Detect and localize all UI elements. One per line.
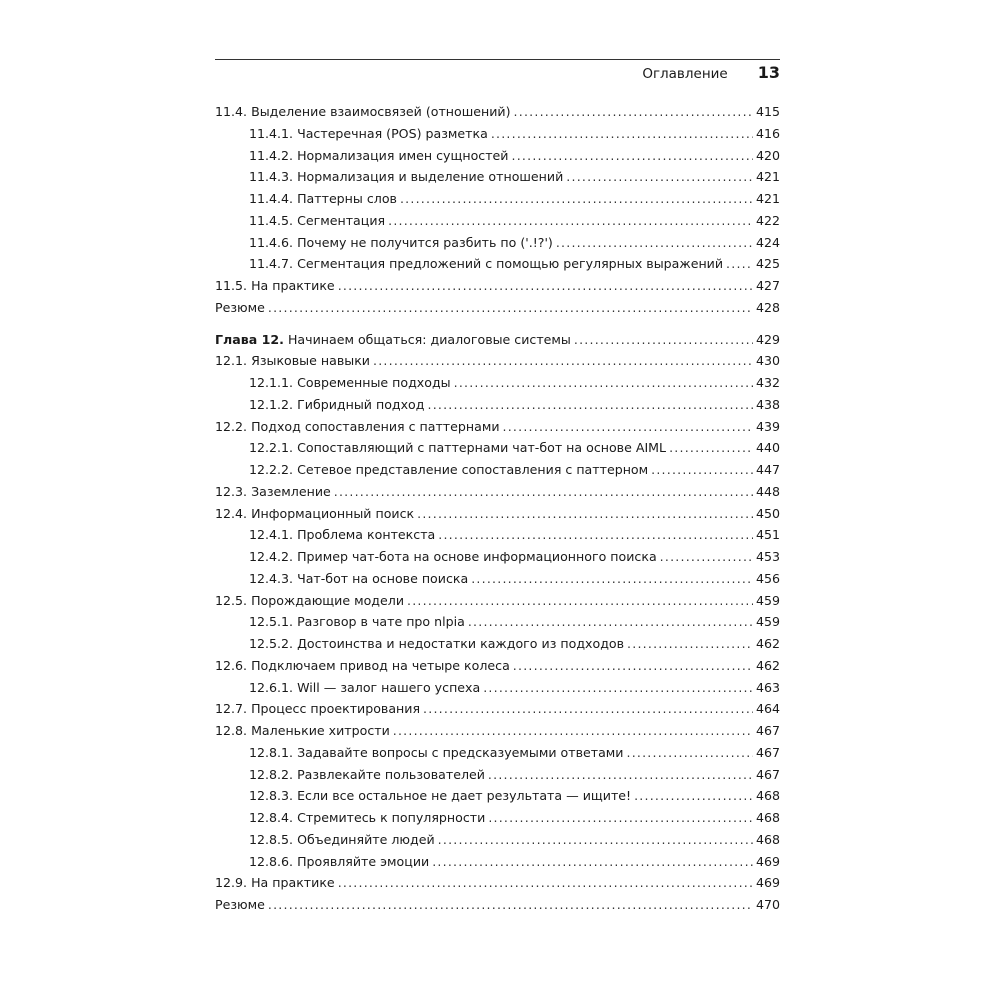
toc-entry[interactable] bbox=[215, 590, 780, 612]
toc-entry-number: 12.3. bbox=[215, 483, 248, 499]
toc-entry[interactable] bbox=[215, 459, 780, 481]
toc-entry[interactable] bbox=[215, 350, 780, 372]
dot-leader bbox=[503, 416, 753, 438]
toc-entry-title: Современные подходы bbox=[297, 375, 451, 390]
dot-leader bbox=[626, 742, 752, 764]
toc-entry-number: 11.4.7. bbox=[249, 256, 294, 272]
toc-entry-title: Проявляйте эмоции bbox=[297, 853, 430, 869]
toc-entry-label bbox=[215, 275, 335, 297]
toc-entry-number: 12.4.1. bbox=[249, 527, 294, 543]
toc-entry[interactable] bbox=[215, 633, 780, 655]
toc-entry[interactable] bbox=[215, 437, 780, 459]
dot-leader bbox=[669, 437, 753, 459]
toc-entry-number: 12.6. bbox=[215, 657, 248, 673]
toc-entry-number: 12.8.5. bbox=[249, 831, 294, 847]
toc-entry-label bbox=[249, 210, 385, 232]
toc-entry-title: Разговор в чате про nlpia bbox=[297, 614, 465, 630]
toc-entry[interactable] bbox=[215, 481, 780, 503]
toc-entry-label bbox=[249, 166, 563, 188]
dot-leader bbox=[268, 894, 753, 916]
toc-entry[interactable] bbox=[215, 253, 780, 275]
toc-entry-label bbox=[249, 633, 624, 655]
dot-leader bbox=[627, 633, 753, 655]
toc-entry[interactable] bbox=[215, 524, 780, 546]
toc-entry-page: 468 bbox=[755, 831, 780, 847]
toc-entry-title: Объединяйте людей bbox=[297, 831, 435, 847]
toc-entry-number: 12.9. bbox=[215, 875, 248, 891]
toc-entry-page: 432 bbox=[755, 375, 780, 390]
toc-chapter-entry[interactable] bbox=[215, 329, 780, 351]
toc-entry-label bbox=[215, 872, 335, 894]
toc-entry[interactable] bbox=[215, 145, 780, 167]
toc-entry-number: 12.5.2. bbox=[249, 636, 294, 651]
toc-entry-label bbox=[249, 568, 468, 590]
toc-entry-number: 12.8.6. bbox=[249, 853, 294, 869]
toc-entry[interactable] bbox=[215, 720, 780, 742]
toc-entry-number: 12.2.1. bbox=[249, 440, 294, 456]
toc-entry-number: 11.4.3. bbox=[249, 169, 294, 185]
toc-entry-page: 462 bbox=[755, 657, 780, 673]
dot-leader bbox=[423, 698, 753, 720]
toc-entry-title: Сопоставляющий с паттернами чат-бот на основе AIML bbox=[297, 440, 667, 456]
toc-entry-number: 11.4.1. bbox=[249, 125, 294, 141]
toc-entry-page: 467 bbox=[755, 744, 780, 760]
toc-entry-title: Чат-бот на основе поиска bbox=[297, 570, 469, 586]
toc-entry-number: 11.4.2. bbox=[249, 147, 294, 163]
toc-entry-label bbox=[215, 297, 265, 319]
toc-entry-number: 12.1.1. bbox=[249, 375, 294, 390]
toc-entry[interactable] bbox=[215, 829, 780, 851]
toc-entry-title: Нормализация имен сущностей bbox=[297, 147, 509, 163]
toc-entry-page: 438 bbox=[755, 396, 780, 412]
dot-leader bbox=[338, 872, 753, 894]
toc-entry[interactable] bbox=[215, 785, 780, 807]
toc-entry-label bbox=[215, 101, 511, 123]
toc-entry-title: Если все остальное не дает результата — ищите! bbox=[297, 788, 632, 804]
toc-entry-page: 467 bbox=[755, 723, 780, 738]
toc-entry-label bbox=[215, 481, 331, 503]
toc-entry[interactable] bbox=[215, 210, 780, 232]
toc-entry-page: 425 bbox=[755, 256, 780, 272]
toc-entry-title: Процесс проектирования bbox=[251, 701, 421, 717]
dot-leader bbox=[574, 329, 753, 351]
toc-entry-page: 450 bbox=[755, 505, 780, 521]
toc-entry-label bbox=[249, 677, 480, 699]
toc-entry-label bbox=[249, 785, 631, 807]
dot-leader bbox=[334, 481, 753, 503]
toc-entry-number: 12.8.1. bbox=[249, 744, 294, 760]
toc-entry-label bbox=[249, 742, 623, 764]
toc-entry-title: Развлекайте пользователей bbox=[297, 766, 485, 782]
toc-entry-title: Почему не получится разбить по ('.!?') bbox=[297, 234, 553, 250]
table-of-contents bbox=[215, 101, 780, 916]
toc-entry-number: 12.8. bbox=[215, 723, 248, 738]
toc-entry-page: 421 bbox=[755, 169, 780, 185]
toc-entry[interactable] bbox=[215, 297, 780, 319]
toc-entry-title: Языковые навыки bbox=[251, 353, 370, 369]
dot-leader bbox=[468, 611, 753, 633]
toc-entry-label bbox=[249, 437, 666, 459]
toc-entry-number: 12.8.4. bbox=[249, 810, 294, 825]
toc-entry-number: 11.4. bbox=[215, 104, 248, 119]
toc-entry[interactable] bbox=[215, 188, 780, 210]
toc-entry-title: Маленькие хитрости bbox=[251, 723, 390, 738]
toc-entry-page: 468 bbox=[755, 810, 780, 825]
dot-leader bbox=[513, 655, 753, 677]
toc-entry-number: 12.8.3. bbox=[249, 788, 294, 804]
toc-entry-page: 459 bbox=[755, 592, 780, 608]
toc-entry-label bbox=[249, 253, 723, 275]
toc-entry-label bbox=[249, 546, 657, 568]
toc-entry-label bbox=[215, 503, 414, 525]
toc-entry-title: Пример чат-бота на основе информационного поиска bbox=[297, 549, 657, 564]
toc-entry[interactable] bbox=[215, 101, 780, 123]
toc-entry-label bbox=[249, 611, 465, 633]
toc-entry-title: Порождающие модели bbox=[251, 592, 405, 608]
toc-entry[interactable] bbox=[215, 807, 780, 829]
toc-entry-number: 12.1. bbox=[215, 353, 248, 369]
toc-entry-page: 456 bbox=[755, 570, 780, 586]
toc-entry-title: Подключаем привод на четыре колеса bbox=[251, 657, 510, 673]
toc-entry-title: На практике bbox=[251, 875, 335, 891]
dot-leader bbox=[660, 546, 753, 568]
toc-entry-number: 12.8.2. bbox=[249, 766, 294, 782]
dot-leader bbox=[438, 829, 753, 851]
toc-entry[interactable] bbox=[215, 232, 780, 254]
toc-entry-label bbox=[249, 764, 485, 786]
toc-entry-label bbox=[249, 372, 451, 394]
toc-entry-label bbox=[249, 394, 424, 416]
toc-entry-title: Сегментация bbox=[297, 212, 386, 228]
toc-entry-page: 469 bbox=[755, 875, 780, 891]
toc-entry-title: Паттерны слов bbox=[297, 191, 397, 206]
toc-entry[interactable] bbox=[215, 764, 780, 786]
dot-leader bbox=[400, 188, 753, 210]
dot-leader bbox=[512, 145, 753, 167]
running-title: Оглавление bbox=[642, 66, 728, 82]
toc-entry[interactable] bbox=[215, 123, 780, 145]
toc-entry[interactable] bbox=[215, 611, 780, 633]
dot-leader bbox=[634, 785, 753, 807]
toc-entry-label bbox=[249, 851, 429, 873]
toc-entry-page: 424 bbox=[755, 234, 780, 250]
toc-entry-number: 12.4.2. bbox=[249, 549, 294, 564]
toc-entry-number: 12.5. bbox=[215, 592, 248, 608]
toc-entry-number: 12.5.1. bbox=[249, 614, 294, 630]
toc-entry-page: 464 bbox=[755, 701, 780, 717]
dot-leader bbox=[268, 297, 753, 319]
toc-entry-page: 421 bbox=[755, 191, 780, 206]
dot-leader bbox=[471, 568, 753, 590]
toc-entry-title: Проблема контекста bbox=[297, 527, 436, 543]
toc-entry-label bbox=[249, 145, 509, 167]
running-head bbox=[642, 63, 780, 87]
toc-entry-label bbox=[249, 232, 553, 254]
toc-entry-page: 459 bbox=[755, 614, 780, 630]
toc-entry[interactable] bbox=[215, 503, 780, 525]
toc-entry-number: 11.5. bbox=[215, 278, 248, 293]
toc-entry-page: 416 bbox=[755, 125, 780, 141]
toc-entry-page: 453 bbox=[755, 549, 780, 564]
toc-entry-page: 422 bbox=[755, 212, 780, 228]
toc-entry-title: Нормализация и выделение отношений bbox=[297, 169, 564, 185]
toc-entry-title: Заземление bbox=[251, 483, 331, 499]
dot-leader bbox=[556, 232, 753, 254]
dot-leader bbox=[488, 764, 753, 786]
toc-entry-title: Сегментация предложений с помощью регулярных выражений bbox=[297, 256, 724, 272]
toc-entry-number: 11.4.4. bbox=[249, 191, 294, 206]
dot-leader bbox=[373, 350, 753, 372]
toc-entry-label bbox=[249, 829, 435, 851]
toc-entry-page: 440 bbox=[755, 440, 780, 456]
dot-leader bbox=[726, 253, 753, 275]
toc-entry-page: 470 bbox=[755, 897, 780, 912]
dot-leader bbox=[432, 851, 753, 873]
toc-entry-title: Стремитесь к популярности bbox=[297, 810, 486, 825]
toc-entry-label bbox=[249, 524, 435, 546]
dot-leader bbox=[388, 210, 753, 232]
toc-entry[interactable] bbox=[215, 742, 780, 764]
toc-entry[interactable] bbox=[215, 372, 780, 394]
dot-leader bbox=[438, 524, 753, 546]
toc-entry-number: Глава 12. bbox=[215, 331, 284, 347]
toc-entry[interactable] bbox=[215, 894, 780, 916]
toc-entry[interactable] bbox=[215, 677, 780, 699]
toc-entry-label bbox=[215, 894, 265, 916]
toc-entry-title: Задавайте вопросы с предсказуемыми ответами bbox=[297, 744, 624, 760]
toc-entry-title: Подход сопоставления с паттернами bbox=[251, 418, 500, 434]
toc-entry-label bbox=[215, 329, 571, 351]
toc-entry-page: 427 bbox=[755, 278, 780, 293]
toc-entry-label bbox=[215, 590, 404, 612]
toc-entry[interactable] bbox=[215, 872, 780, 894]
toc-entry-page: 463 bbox=[755, 679, 780, 695]
toc-entry-page: 467 bbox=[755, 766, 780, 782]
dot-leader bbox=[407, 590, 753, 612]
dot-leader bbox=[651, 459, 753, 481]
toc-entry-label bbox=[249, 188, 397, 210]
toc-entry-label bbox=[215, 350, 370, 372]
toc-entry-number: 12.2. bbox=[215, 418, 248, 434]
toc-entry-label bbox=[249, 123, 488, 145]
toc-entry-number: 12.7. bbox=[215, 701, 248, 717]
toc-entry-number: 12.4. bbox=[215, 505, 248, 521]
toc-entry-label bbox=[215, 655, 510, 677]
toc-entry-title: Достоинства и недостатки каждого из подходов bbox=[297, 636, 625, 651]
header-rule bbox=[215, 59, 780, 60]
toc-entry-title: Начинаем общаться: диалоговые системы bbox=[287, 331, 571, 347]
toc-entry-label bbox=[249, 807, 485, 829]
toc-entry-label bbox=[215, 416, 500, 438]
dot-leader bbox=[488, 807, 753, 829]
toc-entry-number: 12.6.1. bbox=[249, 679, 294, 695]
toc-entry[interactable] bbox=[215, 568, 780, 590]
toc-entry-number: 11.4.6. bbox=[249, 234, 294, 250]
toc-entry[interactable] bbox=[215, 546, 780, 568]
toc-entry-page: 429 bbox=[755, 331, 780, 347]
toc-entry-page: 462 bbox=[755, 636, 780, 651]
dot-leader bbox=[338, 275, 753, 297]
toc-entry-label bbox=[249, 459, 648, 481]
toc-entry-page: 469 bbox=[755, 853, 780, 869]
toc-entry-title: Сетевое представление сопоставления с паттерном bbox=[297, 462, 649, 477]
toc-entry-title: Частеречная (POS) разметка bbox=[297, 125, 488, 141]
toc-entry-page: 430 bbox=[755, 353, 780, 369]
toc-entry-title: Резюме bbox=[215, 897, 265, 912]
dot-leader bbox=[566, 166, 753, 188]
dot-leader bbox=[491, 123, 753, 145]
toc-entry-title: На практике bbox=[251, 278, 335, 293]
toc-entry-number: 12.1.2. bbox=[249, 396, 294, 412]
toc-entry[interactable] bbox=[215, 655, 780, 677]
toc-entry[interactable] bbox=[215, 416, 780, 438]
dot-leader bbox=[514, 101, 753, 123]
toc-entry-title: Информационный поиск bbox=[251, 505, 415, 521]
dot-leader bbox=[427, 394, 752, 416]
dot-leader bbox=[417, 503, 753, 525]
toc-entry-page: 451 bbox=[755, 527, 780, 543]
toc-entry-title: Will — залог нашего успеха bbox=[297, 679, 481, 695]
toc-entry-title: Гибридный подход bbox=[297, 396, 425, 412]
toc-entry[interactable] bbox=[215, 394, 780, 416]
toc-entry-label bbox=[215, 698, 420, 720]
toc-entry-page: 420 bbox=[755, 147, 780, 163]
dot-leader bbox=[393, 720, 753, 742]
toc-entry[interactable] bbox=[215, 275, 780, 297]
toc-entry-page: 448 bbox=[755, 483, 780, 499]
toc-entry-page: 468 bbox=[755, 788, 780, 804]
dot-leader bbox=[454, 372, 753, 394]
toc-entry-page: 439 bbox=[755, 418, 780, 434]
toc-entry-title: Выделение взаимосвязей (отношений) bbox=[251, 104, 511, 119]
toc-entry[interactable] bbox=[215, 851, 780, 873]
toc-entry-label bbox=[215, 720, 390, 742]
toc-entry-page: 415 bbox=[755, 104, 780, 119]
toc-entry-number: 12.2.2. bbox=[249, 462, 294, 477]
toc-entry-number: 11.4.5. bbox=[249, 212, 294, 228]
toc-entry-page: 428 bbox=[755, 299, 780, 315]
toc-entry[interactable] bbox=[215, 166, 780, 188]
toc-entry-page: 447 bbox=[755, 462, 780, 477]
toc-entry[interactable] bbox=[215, 698, 780, 720]
dot-leader bbox=[483, 677, 753, 699]
toc-entry-title: Резюме bbox=[215, 299, 265, 315]
toc-entry-number: 12.4.3. bbox=[249, 570, 294, 586]
page-number: 13 bbox=[757, 63, 780, 82]
